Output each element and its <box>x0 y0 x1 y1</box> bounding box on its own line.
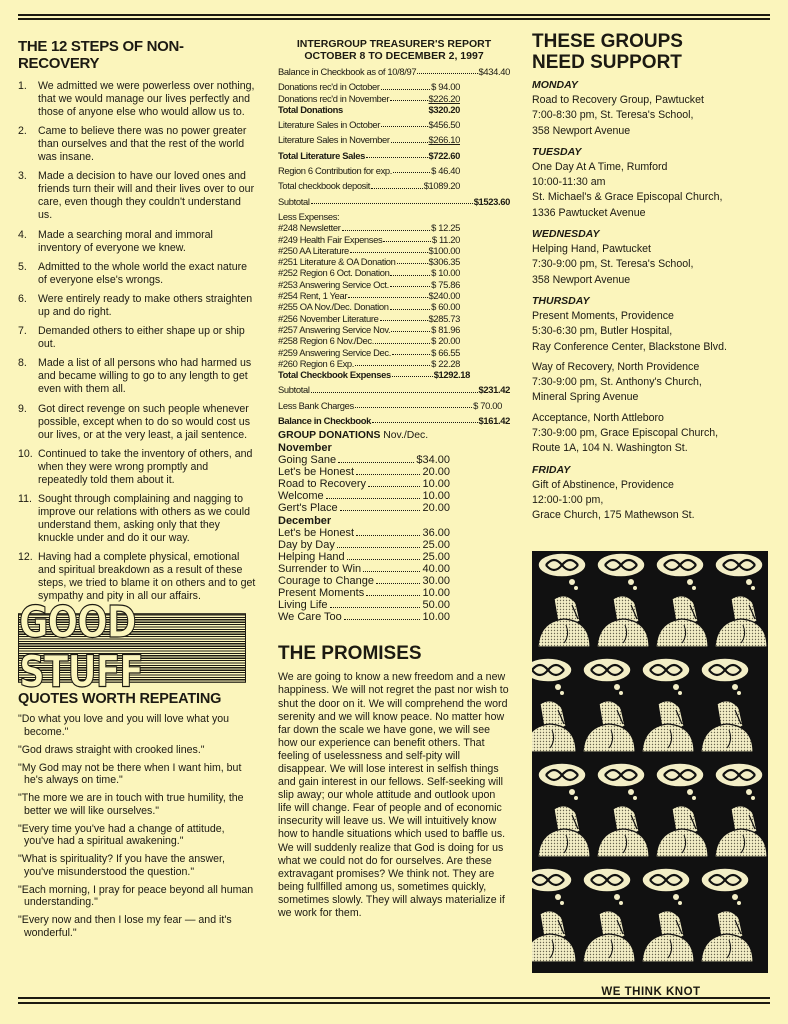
subtotal-label: Subtotal <box>278 195 310 207</box>
expense-label: #256 November Literature <box>278 312 379 324</box>
step-item <box>18 448 256 487</box>
expense-value: $ 22.28 <box>431 357 460 369</box>
expense-value: $ 20.00 <box>431 335 460 347</box>
donation-group: Surrender to Win <box>278 563 362 576</box>
groups-heading-line2: NEED SUPPORT <box>532 52 682 73</box>
group-donations-subtitle: Nov./Dec. <box>383 430 429 442</box>
expense-label: #250 AA Literature <box>278 244 349 256</box>
meeting-line: Route 1A, 104 N. Washington St. <box>532 442 688 455</box>
donation-group: Going Sane <box>278 454 337 467</box>
expense-row <box>278 358 460 369</box>
quote-item: "Each morning, I pray for peace beyond all human understanding." <box>18 883 254 909</box>
donation-amount: 20.00 <box>422 502 450 515</box>
expense-row <box>278 279 460 290</box>
expense-label: #258 Region 6 Nov./Dec. <box>278 335 375 347</box>
donation-group: Day by Day <box>278 539 335 552</box>
meeting-line: 7:30-9:00 pm, St. Teresa's School, <box>532 258 694 271</box>
expense-label: #248 Newsletter <box>278 222 341 234</box>
bank-charges-value: $ 70.00 <box>473 399 502 411</box>
region-value: $ 46.40 <box>431 165 460 177</box>
donation-group: Welcome <box>278 490 324 503</box>
expense-label: #254 Rent, 1 Year <box>278 290 348 302</box>
total-donations-row <box>278 104 460 115</box>
expense-row <box>278 301 460 312</box>
expense-row <box>278 347 460 358</box>
step-text: Demanded others to either shape up or ship out. <box>38 325 245 351</box>
expense-value: $ 10.00 <box>431 267 460 279</box>
quote-item: "What is spirituality? If you have the answer, you've misunderstood the question." <box>18 853 225 878</box>
final-balance-value: $161.42 <box>478 415 510 427</box>
cartoon-caption: WE THINK KNOT <box>601 985 701 998</box>
step-number: 8. <box>18 357 27 370</box>
donation-group: Living Life <box>278 599 328 612</box>
donations-oct-row <box>278 81 460 92</box>
expense-value: $ 11.20 <box>431 233 460 245</box>
promises-heading: THE PROMISES <box>278 643 422 665</box>
donations-nov-row <box>278 93 460 104</box>
donation-amount: 50.00 <box>422 599 450 612</box>
donation-row <box>278 478 450 490</box>
final-balance-label: Balance in Checkbook <box>278 415 372 427</box>
bottom-rule <box>18 997 770 1004</box>
meeting-line: Acceptance, North Attleboro <box>532 411 664 424</box>
step-item <box>18 325 256 351</box>
day-heading: FRIDAY <box>532 463 571 476</box>
donation-amount: $34.00 <box>416 454 450 467</box>
step-number: 3. <box>18 170 27 183</box>
lit-nov-row <box>278 134 460 145</box>
treasurer-period: OCTOBER 8 TO DECEMBER 2, 1997 <box>304 50 484 62</box>
expense-label: #249 Health Fair Expenses <box>278 233 383 245</box>
expense-label: #260 Region 6 Exp. <box>278 357 355 369</box>
groups-heading-line1: THESE GROUPS <box>532 31 683 52</box>
meeting-line: One Day At A Time, Rumford <box>532 160 668 173</box>
meeting-line: Present Moments, Providence <box>532 309 674 322</box>
total-deposit-row <box>278 180 460 191</box>
step-number: 9. <box>18 402 27 415</box>
meeting-line: Road to Recovery Group, Pawtucket <box>532 94 704 106</box>
step-item <box>18 551 256 603</box>
donation-amount: 36.00 <box>422 527 450 540</box>
donation-amount: 10.00 <box>422 490 450 503</box>
steps-list <box>18 80 256 603</box>
step-text: Admitted to the whole world the exact nature of everyone else's wrongs. <box>38 260 248 286</box>
subtotal-row <box>278 196 510 207</box>
opening-balance-value: $434.40 <box>478 66 510 77</box>
step-item <box>18 80 256 119</box>
total-deposit-label: Total checkbook deposit <box>278 180 371 192</box>
expense-label: #257 Answering Service Nov. <box>278 323 391 335</box>
december-label: December <box>278 515 332 528</box>
meeting-line: 7:30-9:00 pm, St. Anthony's Church, <box>532 376 702 389</box>
meeting-line: Gift of Abstinence, Providence <box>532 478 674 491</box>
quote-item: "God draws straight with crooked lines." <box>18 743 205 756</box>
november-label: November <box>278 442 332 455</box>
expense-row <box>278 256 460 267</box>
donation-group: Road to Recovery <box>278 478 367 491</box>
donation-row <box>278 454 450 466</box>
expense-label: #259 Answering Service Dec. <box>278 346 392 358</box>
meeting-line: Helping Hand, Pawtucket <box>532 243 651 256</box>
meeting-line: Mineral Spring Avenue <box>532 391 639 404</box>
region-row <box>278 165 460 176</box>
step-item <box>18 293 256 319</box>
donation-row <box>278 490 450 502</box>
step-number: 1. <box>18 80 27 92</box>
step-number: 4. <box>18 228 27 241</box>
expense-row <box>278 245 460 256</box>
step-item <box>18 125 256 164</box>
donation-row <box>278 611 450 623</box>
middle-column <box>278 30 510 920</box>
expense-value: $306.35 <box>428 256 460 268</box>
quotes-heading: QUOTES WORTH REPEATING <box>18 691 222 708</box>
step-number: 12. <box>18 551 33 564</box>
step-text: Continued to take the inventory of others, and when they were wrong promptly and repeatedly told them about it. <box>38 447 253 486</box>
meeting-line: Grace Church, 175 Mathewson St. <box>532 509 695 522</box>
donation-row <box>278 527 450 539</box>
group-donations-title: GROUP DONATIONS <box>278 430 381 442</box>
donation-row <box>278 587 450 599</box>
expense-value: $ 81.96 <box>431 323 460 335</box>
day-heading: MONDAY <box>532 79 578 91</box>
step-text: Were entirely ready to make others straighten up and do right. <box>38 292 253 318</box>
step-number: 5. <box>18 260 27 273</box>
donation-group: Let's be Honest <box>278 466 355 479</box>
quote-item: "Every now and then I lose my fear — and it's wonderful." <box>18 914 232 939</box>
meeting-entry <box>532 309 770 355</box>
donation-row <box>278 539 450 551</box>
region-label: Region 6 Contribution for exp. <box>278 165 393 177</box>
total-donations-value: $320.20 <box>428 103 460 115</box>
subtotal2-value: $231.42 <box>478 384 510 396</box>
promises-text: We are going to know a new freedom and a new happiness. We will not regret the past nor wish to shut the door on it. We will comprehend the word serenity and we will know peace. No matter how far down the scale we have gone, we will see how our experience can benefit others. That feeling of uselessness and self-pity will disappear. We will lose interest in selfish things and gain interest in our fellows. Self-seeking will slip away; our whole attitude and outlook upon life will change. Fear of people and of economic insecurity will leave us. We will intuitively know how to handle situations which used to baffle us. We will suddenly realize that God is doing for us what we could not do for ourselves. Are these extravagant promises? We think not. They are being fullfilled among us, sometimes quickly, sometimes slowly. They will always materialize if we work for them. <box>278 671 509 919</box>
step-number: 6. <box>18 292 27 305</box>
right-column <box>532 30 770 998</box>
expense-row <box>278 324 460 335</box>
expense-value: $ 66.55 <box>431 346 460 358</box>
expense-row <box>278 222 460 233</box>
subtotal2-label: Subtotal <box>278 384 310 396</box>
donation-group: Gert's Place <box>278 502 338 515</box>
step-item <box>18 403 256 442</box>
meeting-entry <box>532 242 770 288</box>
left-column <box>18 30 256 945</box>
donation-row <box>278 551 450 563</box>
expense-label: #253 Answering Service Oct. <box>278 278 389 290</box>
day-heading: WEDNESDAY <box>532 228 600 241</box>
meeting-entry <box>532 360 770 406</box>
step-text: Sought through complaining and nagging to improve our relations with others as we could understand them, asking only that they knuckle under and do it our way. <box>38 492 250 544</box>
steps-heading: THE 12 STEPS OF NON-RECOVERY <box>18 38 184 72</box>
donation-amount: 10.00 <box>422 587 450 600</box>
treasurer-title: INTERGROUP TREASURER'S REPORT <box>296 38 492 50</box>
expense-value: $240.00 <box>428 290 460 302</box>
meeting-entry <box>532 411 770 457</box>
quote-item: "My God may not be there when I want him, but he's always on time." <box>18 761 242 787</box>
quote-item: "Every time you've had a change of attitude, you've had a spiritual awakening." <box>18 822 225 848</box>
expense-value: $ 75.86 <box>431 278 460 290</box>
expense-list <box>278 222 460 369</box>
donations-oct-value: $ 94.00 <box>431 81 460 93</box>
quote-item: "The more we are in touch with true humility, the better we will like ourselves." <box>18 792 244 817</box>
lit-oct-label: Literature Sales in October <box>278 119 381 131</box>
step-text: Having had a complete physical, emotional and spiritual breakdown as a result of these steps, we tried to blame it on others and to get sympathy and pity in all our affairs. <box>38 551 256 603</box>
december-donations <box>278 527 510 623</box>
day-heading: TUESDAY <box>532 145 582 158</box>
donation-amount: 10.00 <box>422 611 450 624</box>
step-text: Made a searching moral and immoral inventory of everyone we knew. <box>38 228 213 254</box>
meeting-line: Way of Recovery, North Providence <box>532 360 700 373</box>
total-expenses-value: $1292.18 <box>433 369 470 381</box>
final-balance-row <box>278 415 510 426</box>
meeting-line: Ray Conference Center, Blackstone Blvd. <box>532 340 727 353</box>
meeting-line: 1336 Pawtucket Avenue <box>532 206 646 219</box>
expense-row <box>278 234 460 245</box>
meeting-line: St. Michael's & Grace Episcopal Church, <box>532 191 723 204</box>
donation-row <box>278 599 450 611</box>
donation-group: Present Moments <box>278 587 365 600</box>
group-donations-heading <box>278 430 510 441</box>
top-rule <box>18 14 770 20</box>
donation-amount: 10.00 <box>422 478 450 491</box>
lit-oct-value: $456.50 <box>428 119 460 131</box>
total-donations-label: Total Donations <box>278 103 343 115</box>
meeting-entry <box>532 160 770 221</box>
less-expenses-label: Less Expenses: <box>278 210 340 222</box>
total-lit-label: Total Literature Sales <box>278 149 365 161</box>
donation-row <box>278 575 450 587</box>
subtotal-value: $1523.60 <box>473 195 510 207</box>
meeting-line: 358 Newport Avenue <box>532 273 631 286</box>
meeting-line: 12:00-1:00 pm, <box>532 493 604 506</box>
bank-charges-row <box>278 400 502 411</box>
bank-charges-label: Less Bank Charges <box>278 399 354 411</box>
donation-group: We Care Too <box>278 611 342 624</box>
step-text: We admitted we were powerless over nothing, that we would manage our lives perfectly and those of anyone else who would allow us to. <box>38 80 255 118</box>
step-number: 10. <box>18 447 33 460</box>
meeting-line: 7:30-9:00 pm, Grace Episcopal Church, <box>532 427 719 440</box>
november-donations <box>278 454 510 514</box>
donation-row <box>278 563 450 575</box>
donation-amount: 20.00 <box>422 466 450 479</box>
meeting-line: 358 Newport Avenue <box>532 124 631 137</box>
donation-group: Let's be Honest <box>278 527 355 540</box>
step-item <box>18 261 256 287</box>
meeting-line: 7:00-8:30 pm, St. Teresa's School, <box>532 109 694 122</box>
donations-nov-label: Donations rec'd in November <box>278 92 390 104</box>
total-expenses-row <box>278 369 470 380</box>
opening-balance-label: Balance in Checkbook as of 10/8/97 <box>278 66 417 77</box>
donation-amount: 25.00 <box>422 551 450 564</box>
meeting-entry <box>532 93 770 139</box>
step-number: 7. <box>18 325 27 338</box>
step-number: 2. <box>18 125 27 138</box>
expense-row <box>278 313 460 324</box>
step-text: Made a decision to have our loved ones and friends turn their will and their lives over to our care, even though they couldn't understand us. <box>38 170 255 222</box>
expense-value: $285.73 <box>428 312 460 324</box>
step-item <box>18 229 256 255</box>
quotes-list <box>18 713 256 939</box>
donation-group: Courage to Change <box>278 575 375 588</box>
expense-label: #251 Literature & OA Donation <box>278 256 396 268</box>
expense-label: #252 Region 6 Oct. Donation <box>278 267 390 279</box>
meeting-line: 5:30-6:30 pm, Butler Hospital, <box>532 325 673 338</box>
donation-amount: 30.00 <box>422 575 450 588</box>
step-item <box>18 170 256 222</box>
donations-oct-label: Donations rec'd in October <box>278 81 380 93</box>
meeting-line: 10:00-11:30 am <box>532 176 606 189</box>
expense-row <box>278 290 460 301</box>
expense-value: $100.00 <box>428 244 460 256</box>
expense-value: $ 12.25 <box>431 222 460 234</box>
donations-nov-value: $226.20 <box>428 92 460 104</box>
step-text: Made a list of all persons who had harmed us and became willing to go to any length to get even with them all. <box>38 357 252 396</box>
donation-row <box>278 502 450 514</box>
quote-item: "Do what you love and you will love what you become." <box>18 713 230 738</box>
subtotal2-row <box>278 384 510 395</box>
step-number: 11. <box>18 492 32 505</box>
good-stuff-banner: GOOD STUFF <box>18 613 246 683</box>
lit-oct-row <box>278 119 460 130</box>
step-item <box>18 493 256 545</box>
expense-row <box>278 335 460 346</box>
expense-row <box>278 267 460 278</box>
meeting-entry <box>532 478 770 524</box>
expense-value: $ 60.00 <box>431 301 460 313</box>
donation-amount: 40.00 <box>422 563 450 576</box>
step-text: Came to believe there was no power greater than ourselves and that the rest of the world was insane. <box>38 125 247 164</box>
total-deposit-value: $1089.20 <box>423 180 460 192</box>
lit-nov-value: $266.10 <box>428 134 460 146</box>
donation-group: Helping Hand <box>278 551 345 564</box>
step-item <box>18 357 256 396</box>
total-lit-value: $722.60 <box>428 149 460 161</box>
lit-nov-label: Literature Sales in November <box>278 134 390 146</box>
groups-list <box>532 79 770 524</box>
total-lit-row <box>278 150 460 161</box>
day-heading: THURSDAY <box>532 294 590 307</box>
we-think-knot-cartoon <box>532 551 768 973</box>
expense-label: #255 OA Nov./Dec. Donation <box>278 301 389 313</box>
step-text: Got direct revenge on such people whenever possible, except when to do so would cost us our lives, or at the very least, a jail sentence. <box>38 402 250 441</box>
donation-row <box>278 466 450 478</box>
total-expenses-label: Total Checkbook Expenses <box>278 369 391 381</box>
donation-amount: 25.00 <box>422 539 450 552</box>
opening-balance-row <box>278 66 510 77</box>
